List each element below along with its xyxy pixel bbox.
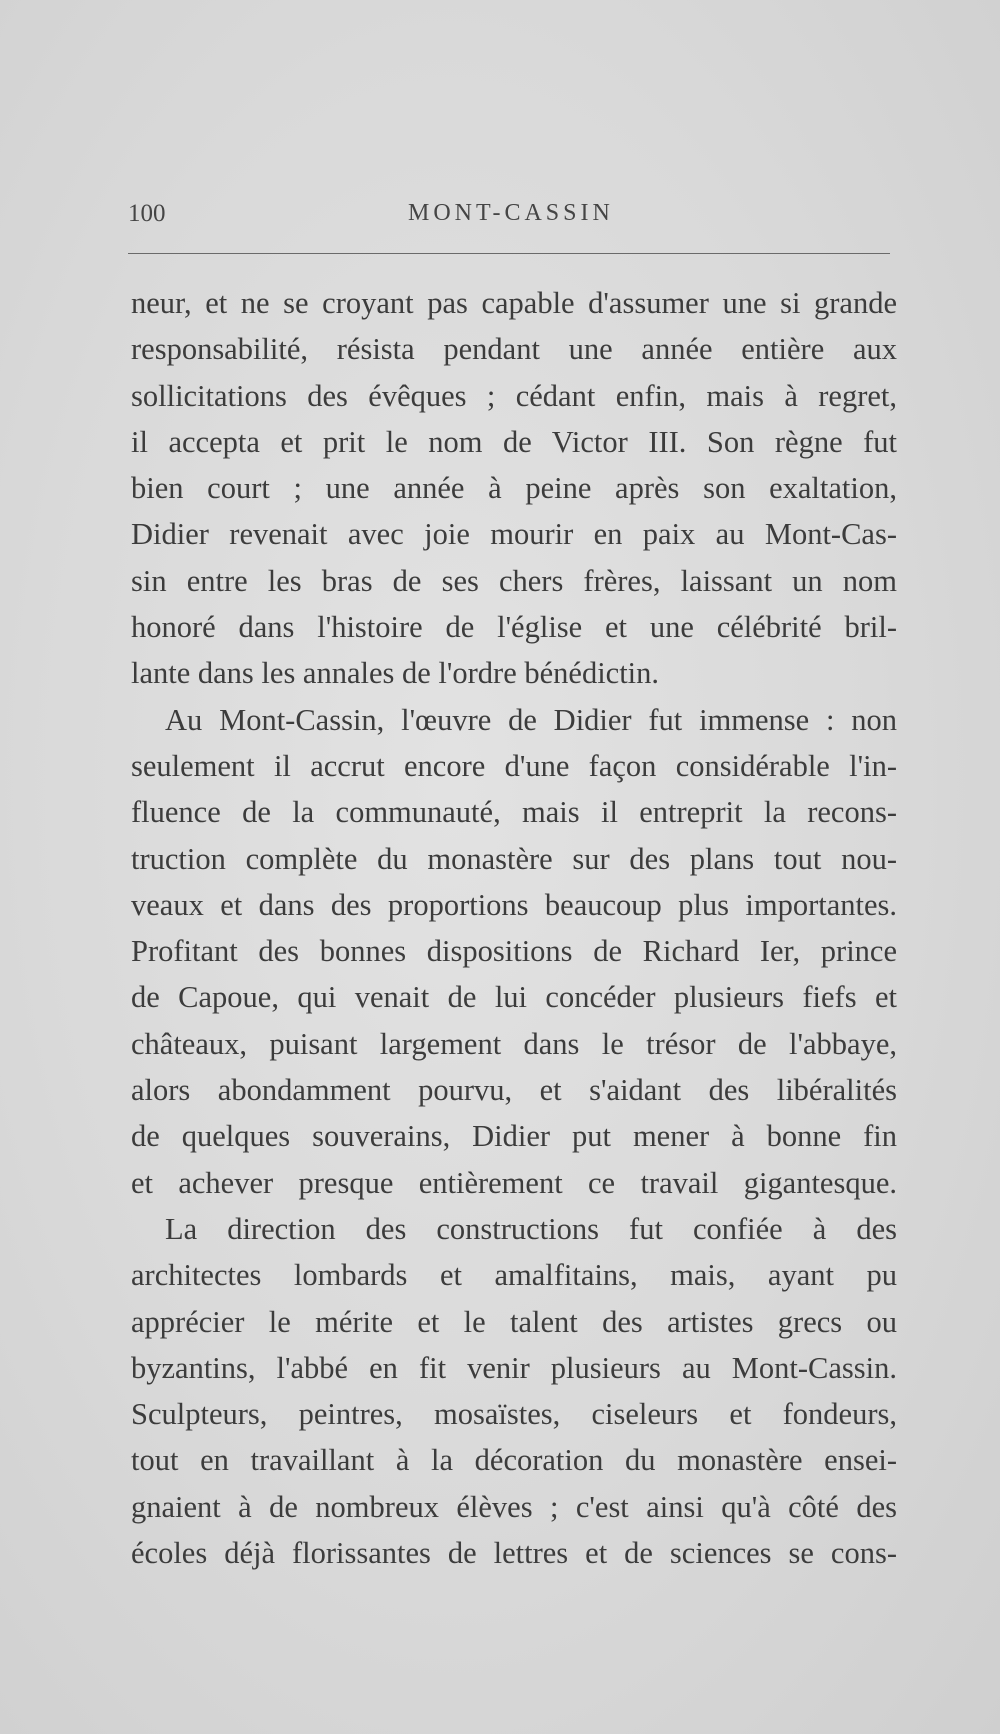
text-line: apprécier le mérite et le talent des artistes grecs ou: [131, 1304, 897, 1339]
text-line: responsabilité, résista pendant une année entière aux: [131, 332, 897, 367]
text-line: neur, et ne se croyant pas capable d'assumer une si grande: [131, 286, 897, 320]
text-line: byzantins, l'abbé en fit venir plusieurs au Mont-Cassin.: [131, 1350, 897, 1385]
text-line: Didier revenait avec joie mourir en paix au Mont-Cas-: [131, 517, 897, 552]
text-line: gnaient à de nombreux élèves ; c'est ainsi qu'à côté des: [131, 1489, 897, 1524]
text-line: Profitant des bonnes dispositions de Richard Ier, prince: [131, 934, 897, 969]
running-head: [128, 200, 890, 236]
text-line: écoles déjà florissantes de lettres et de sciences se cons-: [131, 1536, 897, 1571]
text-line: Sculpteurs, peintres, mosaïstes, ciseleurs et fondeurs,: [131, 1397, 897, 1432]
header-rule: [128, 253, 890, 254]
text-line: lante dans les annales de l'ordre bénédictin.: [131, 656, 660, 691]
text-line: architectes lombards et amalfitains, mais, ayant pu: [131, 1258, 897, 1293]
page-number: 100: [128, 200, 166, 227]
text-line: et achever presque entièrement ce travail gigantesque.: [131, 1165, 897, 1200]
text-line: truction complète du monastère sur des plans tout nou-: [131, 841, 897, 876]
body-text: [131, 280, 897, 1576]
running-title: MONT-CASSIN: [408, 200, 614, 226]
text-line: alors abondamment pourvu, et s'aidant des libéralités: [131, 1073, 897, 1108]
text-line: veaux et dans des proportions beaucoup plus importantes.: [131, 887, 897, 922]
text-line: sin entre les bras de ses chers frères, laissant un nom: [131, 563, 897, 598]
text-line: sollicitations des évêques ; cédant enfin, mais à regret,: [131, 378, 897, 413]
text-line: Au Mont-Cassin, l'œuvre de Didier fut immense : non: [165, 702, 897, 737]
text-line: de Capoue, qui venait de lui concéder plusieurs fiefs et: [131, 980, 897, 1015]
text-line: seulement il accrut encore d'une façon considérable l'in-: [131, 748, 897, 783]
text-line: de quelques souverains, Didier put mener à bonne fin: [131, 1119, 897, 1154]
text-line: châteaux, puisant largement dans le trésor de l'abbaye,: [131, 1026, 897, 1061]
text-line: bien court ; une année à peine après son exaltation,: [131, 471, 897, 506]
text-line: La direction des constructions fut confiée à des: [165, 1211, 897, 1246]
text-line: honoré dans l'histoire de l'église et une célébrité bril-: [131, 610, 897, 645]
text-line: fluence de la communauté, mais il entreprit la recons-: [131, 795, 897, 830]
text-line: il accepta et prit le nom de Victor III. Son règne fut: [131, 424, 897, 459]
text-line: tout en travaillant à la décoration du monastère ensei-: [131, 1443, 897, 1478]
